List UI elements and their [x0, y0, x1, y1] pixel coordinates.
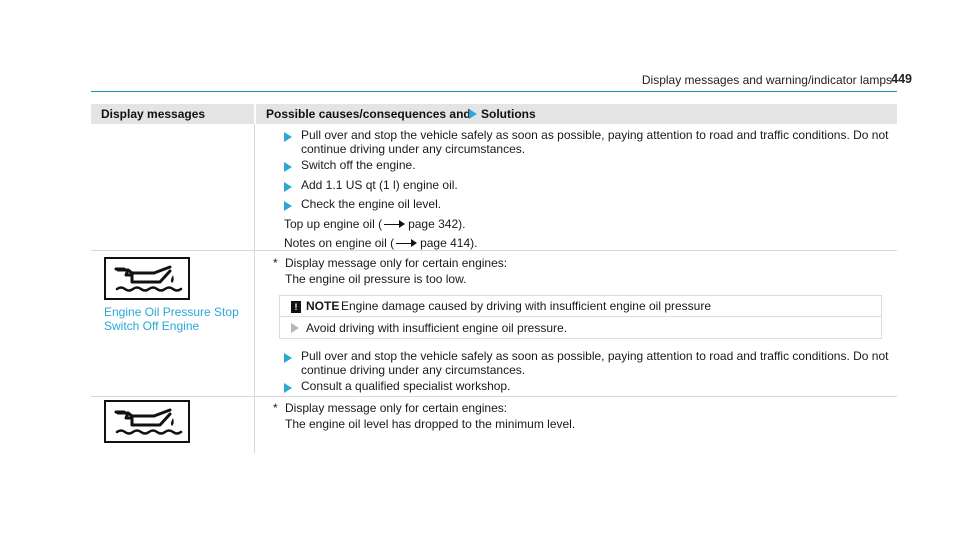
row2-star: * [273, 401, 278, 415]
note-step-box [279, 316, 882, 339]
row2-cause: The engine oil level has dropped to the minimum level. [285, 417, 576, 431]
table-header-col2 [256, 104, 897, 124]
engine-oil-pressure-message-line2: Switch Off Engine [104, 319, 200, 333]
row0-step2: Switch off the engine. [301, 158, 416, 172]
row1-step2: Consult a qualified specialist workshop. [301, 379, 511, 393]
row2-display-note: Display message only for certain engines: [285, 401, 508, 415]
step-arrow-icon [284, 132, 292, 142]
row1-cause: The engine oil pressure is too low. [285, 272, 467, 286]
note-label: NOTE [306, 299, 340, 313]
step-arrow-icon [284, 201, 292, 211]
step-arrow-icon [284, 353, 292, 363]
row1-display-note: Display message only for certain engines: [285, 256, 508, 270]
note-step-text: Avoid driving with insufficient engine oil pressure. [306, 321, 568, 335]
note-box [279, 295, 882, 317]
row1-step1-line1: Pull over and stop the vehicle safely as soon as possible, paying attention to road and traffic conditions. Do not [301, 349, 889, 363]
note-step-arrow-icon [291, 323, 299, 333]
oil-pressure-warning-icon [104, 257, 190, 300]
row0-ref2 [284, 236, 477, 250]
ref1-text: Top up engine oil ( [284, 217, 383, 231]
step-arrow-icon [284, 182, 292, 192]
row-divider [91, 396, 897, 397]
note-text: Engine damage caused by driving with insufficient engine oil pressure [341, 299, 712, 313]
col1-header-label: Display messages [101, 107, 206, 121]
row0-step4: Check the engine oil level. [301, 197, 442, 211]
oil-level-warning-icon [104, 400, 190, 443]
row0-step1-line2: continue driving under any circumstances. [301, 142, 526, 156]
row1-star: * [273, 256, 278, 270]
row0-step1-line1: Pull over and stop the vehicle safely as soon as possible, paying attention to road and traffic conditions. Do not [301, 128, 889, 142]
warning-exclamation-icon: ! [291, 301, 301, 313]
page-header [0, 0, 960, 90]
header-rule [91, 91, 897, 92]
col2-header-label-a: Possible causes/consequences and [266, 107, 471, 121]
ref2-text: Notes on engine oil ( [284, 236, 395, 250]
ref2-page-link[interactable]: page 414). [420, 236, 478, 250]
solutions-arrow-icon [469, 109, 477, 119]
col2-header-label-b: Solutions [481, 107, 536, 121]
row0-ref1 [284, 217, 465, 231]
step-arrow-icon [284, 383, 292, 393]
step-arrow-icon [284, 162, 292, 172]
row1-step1-line2: continue driving under any circumstances. [301, 363, 526, 377]
row-divider [91, 250, 897, 251]
section-title: Display messages and warning/indicator lamps [641, 73, 892, 87]
table-header-col1 [91, 104, 254, 124]
engine-oil-pressure-message-line1: Engine Oil Pressure Stop [104, 305, 239, 319]
page-ref-arrow-icon [384, 220, 406, 228]
column-divider [254, 124, 255, 453]
ref1-page-link[interactable]: page 342). [408, 217, 466, 231]
page-ref-arrow-icon [396, 239, 418, 247]
row0-step3: Add 1.1 US qt (1 l) engine oil. [301, 178, 458, 192]
page-number: 449 [891, 72, 912, 86]
